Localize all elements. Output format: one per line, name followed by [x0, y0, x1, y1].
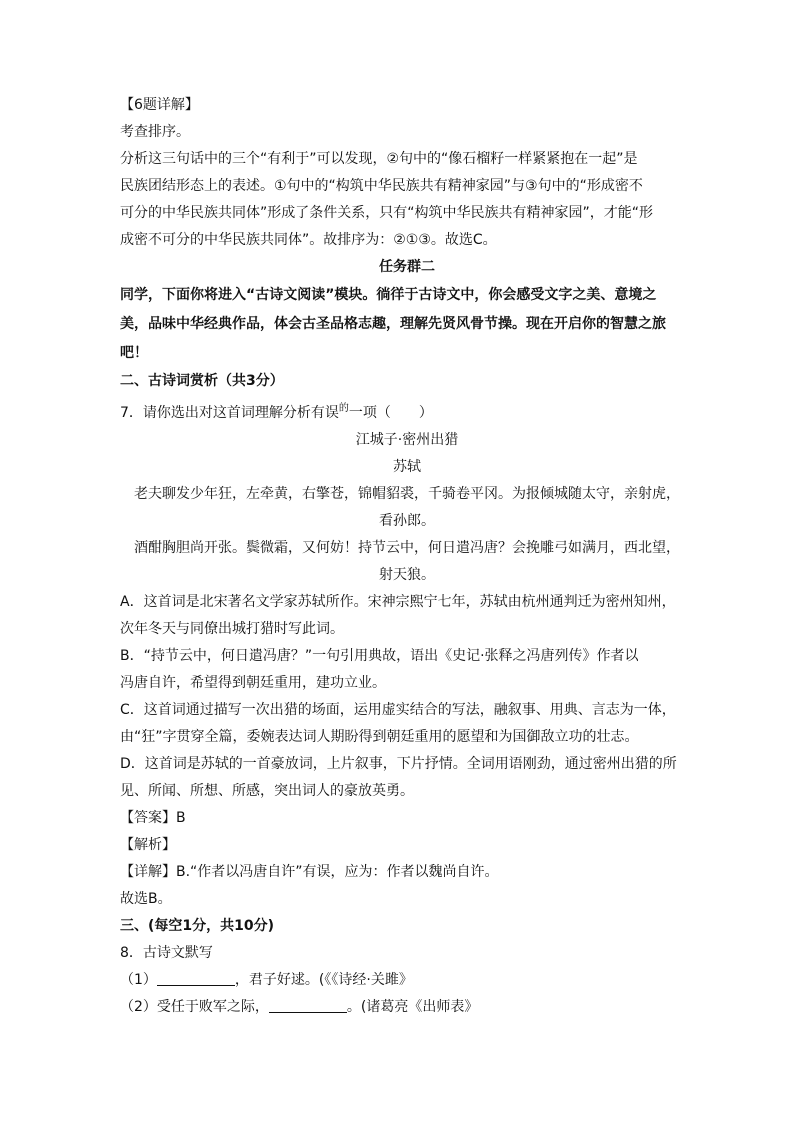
poem-line: 射天狼。	[379, 567, 435, 583]
q7-stem-after: 一项（ ）	[348, 405, 433, 421]
intro-line: 美，品味中华经典作品，体会古圣品格志趣，理解先贤风骨节操。现在开启你的智慧之旅	[120, 316, 666, 332]
q6-analysis-line: 成密不可分的中华民族共同体”。故排序为：②①③。故选C。	[120, 232, 497, 248]
q6-topic: 考查排序。	[120, 124, 190, 140]
option-c-line: C．这首词通过描写一次出猎的场面，运用虚实结合的写法，融叙事、用典、言志为一体，	[120, 702, 676, 718]
q8-item-1-number: （1）	[120, 972, 157, 988]
q7-answer: 【答案】B	[120, 810, 186, 826]
q6-analysis	[120, 146, 694, 254]
q8-item-2-text: 。(诸葛亮《出师表》	[346, 999, 479, 1015]
q7-stem-before: 7．请你选出对这首词理解分析有误	[120, 405, 339, 421]
poem-line: 酒酣胸胆尚开张。鬓微霜，又何妨！持节云中，何日遣冯唐？会挽雕弓如满月，西北望，	[134, 540, 680, 556]
fill-blank-1	[157, 971, 235, 986]
task-group-title: 任务群二	[379, 259, 435, 275]
q7-analysis-label: 【解析】	[120, 837, 176, 853]
q8-item-1-text: ，君子好逑。(《《诗经·关雎》	[234, 972, 413, 988]
task-group-intro	[120, 281, 694, 368]
option-b-line: B．“持节云中，何日遣冯唐？”一句引用典故，语出《史记·张释之冯唐列传》作者以	[120, 648, 639, 664]
q6-heading: 【6题详解】	[120, 97, 199, 113]
option-c-line: 由“狂”字贯穿全篇，委婉表达词人期盼得到朝廷重用的愿望和为国御敌立功的壮志。	[120, 729, 639, 745]
section3-heading: 三、(每空1分，共10分)	[120, 918, 275, 934]
poem-body	[120, 481, 694, 589]
q8-title: 8．古诗文默写	[120, 945, 213, 961]
q6-analysis-line: 民族团结形态上的表述。①句中的“构筑中华民族共有精神家园”与③句中的“形成密不	[120, 178, 643, 194]
option-b-line: 冯唐自许，希望得到朝廷重用，建功立业。	[120, 675, 386, 691]
q8-item-2-text-before: （2）受任于败军之际，	[120, 999, 269, 1015]
section2-heading: 二、古诗词赏析（共3分）	[120, 373, 284, 389]
q7-conclusion: 故选B。	[120, 891, 172, 907]
option-d-line: D．这首词是苏轼的一首豪放词，上片叙事，下片抒情。全词用语刚劲，通过密州出猎的所	[120, 756, 677, 772]
intro-line: 吧！	[120, 345, 148, 361]
option-a-line: A．这首词是北宋著名文学家苏轼所作。宋神宗熙宁七年，苏轼由杭州通判迁为密州知州，	[120, 594, 676, 610]
q7-detail: 【详解】B.“作者以冯唐自许”有误，应为：作者以魏尚自许。	[120, 864, 499, 880]
q8-item-1	[120, 967, 694, 994]
fill-blank-2	[269, 998, 347, 1013]
q7-stem	[120, 395, 694, 427]
q6-analysis-line: 分析这三句话中的三个“有利于”可以发现，②句中的“像石榴籽一样紧紧抱在一起”是	[120, 151, 638, 167]
option-a-line: 次年冬天与同僚出城打猎时写此词。	[120, 621, 344, 637]
option-d-line: 见、所闻、所想、所感，突出词人的豪放英勇。	[120, 783, 414, 799]
q7-options	[120, 589, 694, 805]
intro-line: 同学，下面你将进入“古诗文阅读”模块。徜徉于古诗文中，你会感受文字之美、意境之	[120, 287, 657, 303]
poem-line: 老夫聊发少年狂，左牵黄，右擎苍，锦帽貂裘，千骑卷平冈。为报倾城随太守，亲射虎，	[134, 486, 680, 502]
q8-item-2	[120, 994, 694, 1021]
poem-title: 江城子·密州出猎	[355, 432, 459, 448]
q6-analysis-line: 可分的中华民族共同体”形成了条件关系，只有“构筑中华民族共有精神家园”，才能“形	[120, 205, 654, 221]
q7-stem-sup: 的	[338, 403, 349, 414]
poem-line: 看孙郎。	[379, 513, 435, 529]
poem-author: 苏轼	[393, 459, 421, 475]
